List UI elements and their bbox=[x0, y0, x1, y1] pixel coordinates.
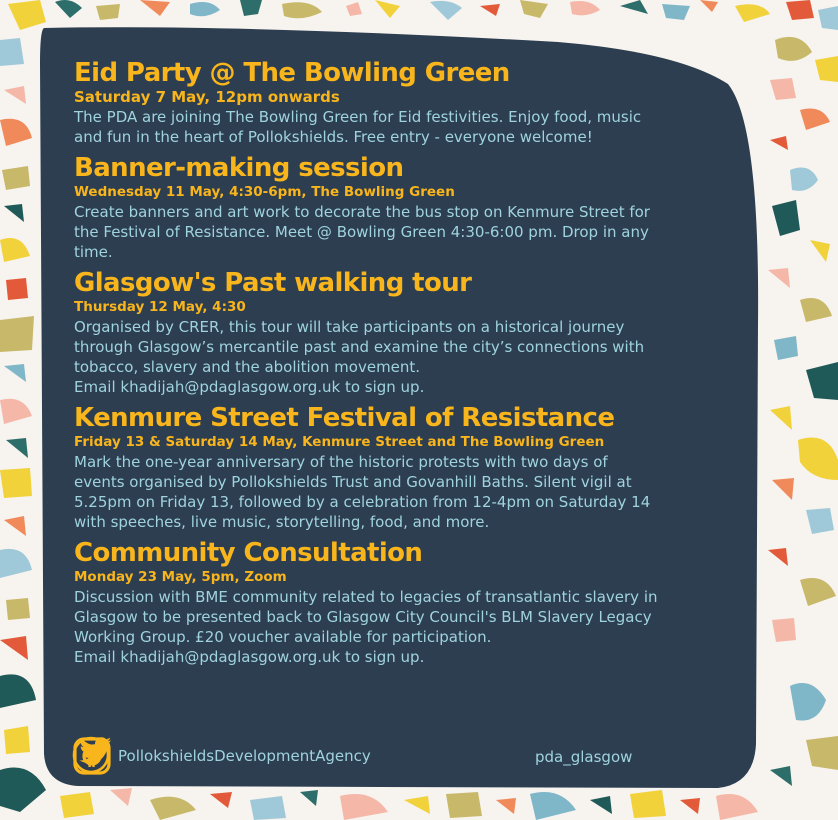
event-description bbox=[74, 107, 754, 147]
event-description-line: tobacco, slavery and the abolition movement. bbox=[74, 358, 421, 376]
event-description-line: Create banners and art work to decorate the bus stop on Kenmure Street for bbox=[74, 203, 650, 221]
event-date: Friday 13 & Saturday 14 May, Kenmure Street and The Bowling Green bbox=[74, 434, 605, 450]
event-description-line: the Festival of Resistance. Meet @ Bowling Green 4:30-6:00 pm. Drop in any bbox=[74, 223, 649, 241]
event-festival-of-resistance bbox=[74, 403, 754, 532]
instagram-handle[interactable]: pda_glasgow bbox=[535, 748, 633, 766]
event-description-line: Discussion with BME community related to legacies of transatlantic slavery in bbox=[74, 588, 658, 606]
event-description-line: Glasgow to be presented back to Glasgow City Council's BLM Slavery Legacy bbox=[74, 608, 652, 626]
facebook-handle[interactable]: PollokshieldsDevelopmentAgency bbox=[118, 747, 371, 765]
event-date: Wednesday 11 May, 4:30-6pm, The Bowling Green bbox=[74, 184, 455, 200]
event-description-line: Organised by CRER, this tour will take participants on a historical journey bbox=[74, 318, 625, 336]
event-email-link[interactable]: Email khadijah@pdaglasgow.org.uk to sign up. bbox=[74, 648, 425, 666]
event-banner-making bbox=[74, 153, 754, 262]
instagram-icon[interactable] bbox=[72, 736, 112, 776]
event-community-consultation bbox=[74, 538, 754, 667]
event-date: Saturday 7 May, 12pm onwards bbox=[74, 88, 340, 106]
event-title: Community Consultation bbox=[74, 538, 423, 568]
event-description bbox=[74, 202, 754, 262]
event-walking-tour bbox=[74, 268, 754, 397]
event-description-line: 5.25pm on Friday 13, followed by a celebration from 12-4pm on Saturday 14 bbox=[74, 493, 651, 511]
event-description bbox=[74, 587, 754, 667]
event-description-line: and fun in the heart of Pollokshields. Free entry - everyone welcome! bbox=[74, 128, 593, 146]
event-description-line: Working Group. £20 voucher available for participation. bbox=[74, 628, 492, 646]
event-description bbox=[74, 317, 754, 397]
social-links bbox=[72, 736, 752, 776]
event-description-line: with speeches, live music, storytelling, food, and more. bbox=[74, 513, 490, 531]
event-title: Eid Party @ The Bowling Green bbox=[74, 58, 510, 88]
event-date: Thursday 12 May, 4:30 bbox=[74, 299, 246, 315]
event-title: Kenmure Street Festival of Resistance bbox=[74, 403, 615, 433]
event-title: Glasgow's Past walking tour bbox=[74, 268, 472, 298]
event-eid-party bbox=[74, 58, 754, 147]
event-title: Banner-making session bbox=[74, 153, 404, 183]
event-description-line: Mark the one-year anniversary of the historic protests with two days of bbox=[74, 453, 608, 471]
events-list bbox=[74, 58, 754, 673]
event-date: Monday 23 May, 5pm, Zoom bbox=[74, 569, 287, 585]
event-description bbox=[74, 452, 754, 532]
events-panel bbox=[38, 24, 762, 790]
event-email-link[interactable]: Email khadijah@pdaglasgow.org.uk to sign up. bbox=[74, 378, 425, 396]
event-description-line: events organised by Pollokshields Trust and Govanhill Baths. Silent vigil at bbox=[74, 473, 632, 491]
event-description-line: through Glasgow’s mercantile past and examine the city’s connections with bbox=[74, 338, 645, 356]
event-description-line: The PDA are joining The Bowling Green for Eid festivities. Enjoy food, music bbox=[74, 108, 642, 126]
event-description-line: time. bbox=[74, 243, 113, 261]
